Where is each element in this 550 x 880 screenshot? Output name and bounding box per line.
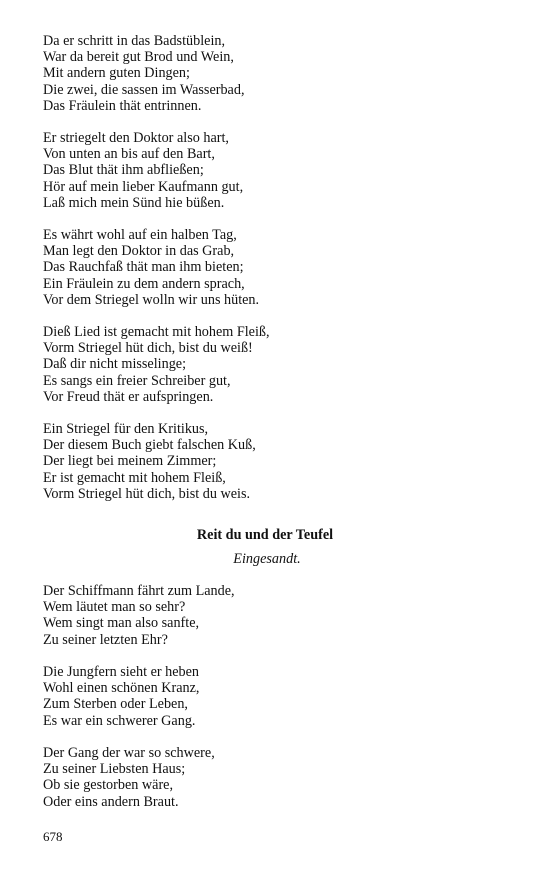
stanza-4 <box>43 324 270 405</box>
verse-line: Wem läutet man so sehr? <box>43 599 186 616</box>
verse-line: Vor dem Striegel wolln wir uns hüten. <box>43 291 260 308</box>
verse-line: Man legt den Doktor in das Grab, <box>43 243 235 260</box>
verse-line: Zum Sterben oder Leben, <box>43 696 188 713</box>
verse-line: Die Jungfern sieht er heben <box>43 664 200 680</box>
verse-line: Vorm Striegel hüt dich, bist du weiß! <box>43 340 253 357</box>
verse-line: Hör auf mein lieber Kaufmann gut, <box>43 178 244 195</box>
stanza-3 <box>43 227 259 308</box>
verse-line: Ob sie gestorben wäre, <box>43 777 174 794</box>
verse-line: Es war ein schwerer Gang. <box>43 712 196 729</box>
page-number: 678 <box>43 829 63 844</box>
poem-subtitle-text: Eingesandt. <box>233 551 301 567</box>
verse-line: Es währt wohl auf ein halben Tag, <box>43 227 237 243</box>
verse-line: Zu seiner Liebsten Haus; <box>43 761 186 778</box>
verse-line: Der Schiffmann fährt zum Lande, <box>43 583 235 599</box>
stanza-5 <box>43 421 256 502</box>
verse-line: Dieß Lied ist gemacht mit hohem Fleiß, <box>43 324 270 340</box>
poem2-stanza-2 <box>43 664 199 729</box>
verse-line: Mit andern guten Dingen; <box>43 65 190 82</box>
verse-line: Das Rauchfaß thät man ihm bieten; <box>43 259 244 276</box>
verse-line: Oder eins andern Braut. <box>43 793 179 810</box>
verse-line: Zu seiner letzten Ehr? <box>43 631 168 648</box>
verse-line: Er ist gemacht mit hohem Fleiß, <box>43 469 226 486</box>
poem-title-text: Reit du und der Teufel <box>196 527 334 543</box>
poem2-stanza-3 <box>43 745 215 810</box>
verse-line: Wem singt man also sanfte, <box>43 615 200 632</box>
verse-line: Der diesem Buch giebt falschen Kuß, <box>43 437 256 454</box>
verse-line: Der liegt bei meinem Zimmer; <box>43 453 217 470</box>
verse-line: Ein Striegel für den Kritikus, <box>43 421 209 437</box>
verse-line: Vorm Striegel hüt dich, bist du weis. <box>43 485 251 502</box>
verse-line: Vor Freud thät er aufspringen. <box>43 388 214 405</box>
poem2-stanza-1 <box>43 583 235 648</box>
verse-line: Er striegelt den Doktor also hart, <box>43 130 229 146</box>
verse-line: Wohl einen schönen Kranz, <box>43 680 200 697</box>
verse-line: Ein Fräulein zu dem andern sprach, <box>43 275 245 292</box>
verse-line: Da er schritt in das Badstüblein, <box>43 33 226 49</box>
stanza-2 <box>43 130 243 211</box>
verse-line: Der Gang der war so schwere, <box>43 745 215 761</box>
verse-line: Das Fräulein thät entrinnen. <box>43 97 202 114</box>
verse-line: Das Blut thät ihm abfließen; <box>43 162 204 179</box>
verse-line: Von unten an bis auf den Bart, <box>43 146 215 163</box>
verse-line: War da bereit gut Brod und Wein, <box>43 49 234 66</box>
poem-subtitle <box>0 551 550 568</box>
verse-line: Daß dir nicht misselinge; <box>43 356 187 373</box>
verse-line: Die zwei, die sassen im Wasserbad, <box>43 81 245 98</box>
verse-line: Laß mich mein Sünd hie büßen. <box>43 194 225 211</box>
verse-line: Es sangs ein freier Schreiber gut, <box>43 372 231 389</box>
stanza-1 <box>43 33 245 114</box>
poem-title <box>0 527 550 544</box>
